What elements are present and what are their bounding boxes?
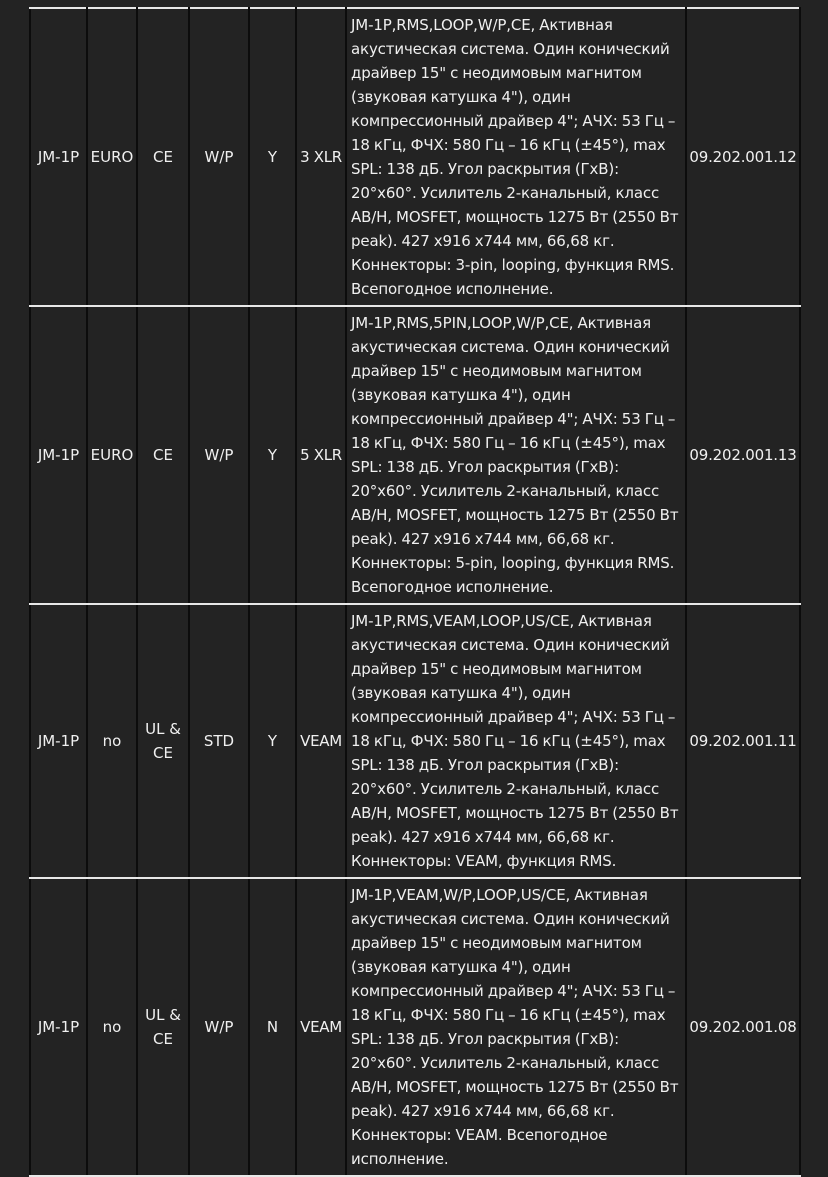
rms-cell: N — [249, 878, 296, 1176]
description-cell: JM-1P,VEAM,W/P,LOOP,US/CE, Активная акустическая система. Один конический драйвер 15" с неодимовым магнитом (звуковая катушка 4"), один компрессионный драйвер 4"; АЧХ: 53 Гц – 18 кГц, ФЧХ: 580 Гц – 16 кГц (±45°), max SPL: 138 дБ. Угол раскрытия (ГхВ): 20°x60°. Усилитель 2-канальный, класс AB/H, MOSFET, мощность 1275 Вт (2550 Вт peak). 427 x916 x744 мм, 66,68 кг. Коннекторы: VEAM. Всепогодное исполнение. — [346, 878, 686, 1176]
description-cell: JM-1P,RMS,LOOP,W/P,CE, Активная акустическая система. Один конический драйвер 15" с неодимовым магнитом (звуковая катушка 4"), один компрессионный драйвер 4"; АЧХ: 53 Гц – 18 кГц, ФЧХ: 580 Гц – 16 кГц (±45°), max SPL: 138 дБ. Угол раскрытия (ГхВ): 20°x60°. Усилитель 2-канальный, класс AB/H, MOSFET, мощность 1275 Вт (2550 Вт peak). 427 x916 x744 мм, 66,68 кг. Коннекторы: 3-pin, looping, функция RMS. Всепогодное исполнение. — [346, 8, 686, 306]
type-cell: W/P — [189, 8, 249, 306]
rms-cell: Y — [249, 8, 296, 306]
connector-cell: 5 XLR — [296, 306, 346, 604]
table-row — [30, 604, 800, 878]
plug-cell: EURO — [87, 8, 137, 306]
plug-cell: no — [87, 604, 137, 878]
description-cell: JM-1P,RMS,5PIN,LOOP,W/P,CE, Активная акустическая система. Один конический драйвер 15" с неодимовым магнитом (звуковая катушка 4"), один компрессионный драйвер 4"; АЧХ: 53 Гц – 18 кГц, ФЧХ: 580 Гц – 16 кГц (±45°), max SPL: 138 дБ. Угол раскрытия (ГхВ): 20°x60°. Усилитель 2-канальный, класс AB/H, MOSFET, мощность 1275 Вт (2550 Вт peak). 427 x916 x744 мм, 66,68 кг. Коннекторы: 5-pin, looping, функция RMS. Всепогодное исполнение. — [346, 306, 686, 604]
connector-cell: 3 XLR — [296, 8, 346, 306]
article-code-cell: 09.202.001.13 — [686, 306, 800, 604]
plug-cell: no — [87, 878, 137, 1176]
connector-cell: VEAM — [296, 604, 346, 878]
cert-cell: CE — [137, 306, 189, 604]
model-cell: JM-1P — [30, 8, 87, 306]
model-cell: JM-1P — [30, 306, 87, 604]
rms-cell: Y — [249, 604, 296, 878]
article-code-cell: 09.202.001.08 — [686, 878, 800, 1176]
table-row — [30, 878, 800, 1176]
product-table — [29, 7, 801, 1177]
plug-cell: EURO — [87, 306, 137, 604]
cert-cell: UL & CE — [137, 878, 189, 1176]
cert-cell: UL & CE — [137, 604, 189, 878]
description-cell: JM-1P,RMS,VEAM,LOOP,US/CE, Активная акустическая система. Один конический драйвер 15" с неодимовым магнитом (звуковая катушка 4"), один компрессионный драйвер 4"; АЧХ: 53 Гц – 18 кГц, ФЧХ: 580 Гц – 16 кГц (±45°), max SPL: 138 дБ. Угол раскрытия (ГхВ): 20°x60°. Усилитель 2-канальный, класс AB/H, MOSFET, мощность 1275 Вт (2550 Вт peak). 427 x916 x744 мм, 66,68 кг. Коннекторы: VEAM, функция RMS. — [346, 604, 686, 878]
article-code-cell: 09.202.001.12 — [686, 8, 800, 306]
table-row — [30, 8, 800, 306]
connector-cell: VEAM — [296, 878, 346, 1176]
table-row — [30, 306, 800, 604]
product-table-container — [29, 7, 799, 1177]
rms-cell: Y — [249, 306, 296, 604]
type-cell: W/P — [189, 306, 249, 604]
model-cell: JM-1P — [30, 878, 87, 1176]
model-cell: JM-1P — [30, 604, 87, 878]
cert-cell: CE — [137, 8, 189, 306]
type-cell: STD — [189, 604, 249, 878]
article-code-cell: 09.202.001.11 — [686, 604, 800, 878]
type-cell: W/P — [189, 878, 249, 1176]
